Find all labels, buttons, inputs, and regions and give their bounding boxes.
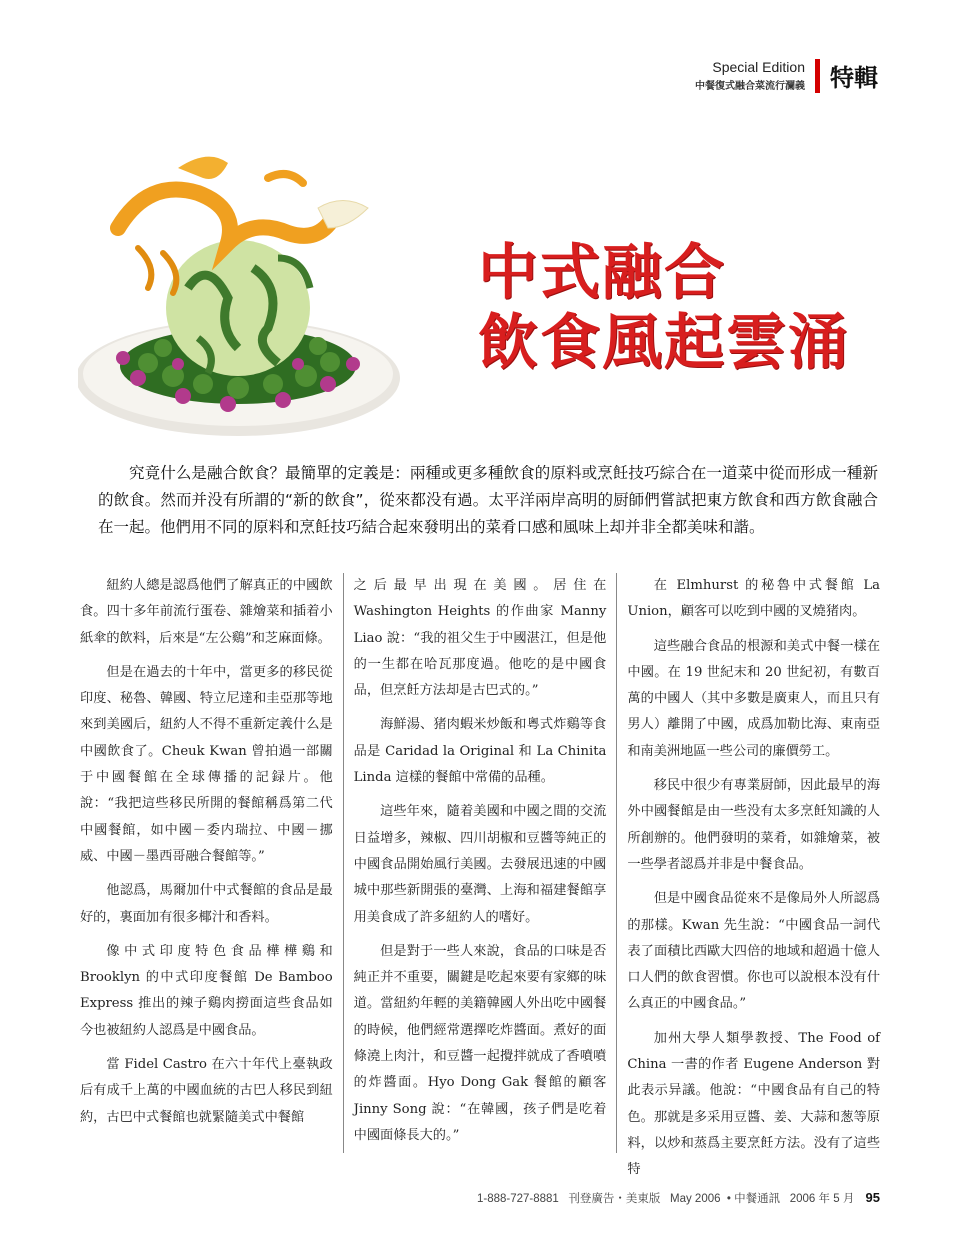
column-divider	[343, 573, 344, 1153]
edition-label: Special Edition	[712, 59, 805, 75]
header-text	[695, 59, 805, 92]
edition-subtitle: 中餐復式融合菜流行瀾義	[695, 81, 805, 92]
paragraph: 但是中國食品從來不是像局外人所認爲的那樣。Kwan 先生說：“中國食品一詞代表了面積比西歐大四倍的地域和超過十億人口人們的飲食習慣。你也可以說根本没有什么真正的中國食品。”	[627, 891, 881, 1012]
page-number: 95	[865, 1190, 880, 1205]
title-line-1: 中式融合	[478, 238, 726, 308]
column-3	[627, 573, 881, 1178]
page-footer: 1-888-727-8881 刊登廣告・美東版 May 2006 • 中餐通訊 2006 年 5 月 95	[476, 1190, 880, 1205]
column-2	[354, 573, 607, 1153]
footer-date-zh: 2006 年 5 月	[789, 1193, 855, 1205]
title-line-2: 飲食風起雲涌	[478, 308, 850, 378]
paragraph: 但是對于一些人來說，食品的口味是否純正并不重要，關鍵是吃起來要有家鄉的味道。當紐約年輕的美籍韓國人外出吃中國餐的時候，他們經常選擇吃炸醬面。煮好的面條澆上肉汁，和豆醬一起攪拌就成了香噴噴的炸醬面。Hyo Dong Gak 餐館的顧客 Jinny Song 說：“在韓國，孩子們是吃着中國面條長大的。”	[353, 943, 607, 1143]
header-divider	[815, 59, 820, 93]
paragraph: 移民中很少有專業厨師，因此最早的海外中國餐館是由一些没有太多烹飪知識的人所創辦的。他們發明的菜肴，如雜燴菜，被一些學者認爲并非是中餐食品。	[627, 778, 881, 872]
paragraph: 在 Elmhurst 的秘魯中式餐館 La Union，顧客可以吃到中國的叉燒猪肉。	[627, 578, 881, 620]
footer-ad-label: 刊登廣告・美東版	[568, 1193, 661, 1205]
paragraph: 但是在過去的十年中，當更多的移民從印度、秘魯、韓國、特立尼達和圭亞那等地來到美國后，紐約人不得不重新定義什么是中國飲食了。Cheuk Kwan 曾拍過一部關于中國餐館在全球傳播的記録片。他說：“我把這些移民所開的餐館稱爲第二代中國餐館，如中國－委内瑞拉、中國－挪威、中國－墨西哥融合餐館等。”	[80, 664, 333, 864]
paragraph: 這些融合食品的根源和美式中餐一樣在中國。在 19 世紀末和 20 世紀初，有數百萬的中國人（其中多數是廣東人，而且只有男人）離開了中國，成爲加勒比海、東南亞和南美洲地區一些公司的廉價勞工。	[627, 638, 881, 759]
paragraph: 之后最早出現在美國。居住在 Washington Heights 的作曲家 Manny Liao 說：“我的祖父生于中國湛江，但是他的一生都在哈瓦那度過。他吃的是中國食品，但烹飪方法却是古巴式的。”	[353, 578, 607, 699]
paragraph: 紐約人總是認爲他們了解真正的中國飲食。四十多年前流行蛋卷、雜燴菜和插着小紙傘的飲料，后來是“左公鷄”和芝麻面條。	[80, 578, 333, 646]
carved-dragon-platter-image	[78, 138, 408, 438]
footer-phone: 1-888-727-8881	[476, 1193, 559, 1205]
article-title	[478, 238, 898, 378]
article-body	[80, 573, 881, 1178]
paragraph: 當 Fidel Castro 在六十年代上臺執政后有成千上萬的中國血統的古巴人移民到紐約，古巴中式餐館也就緊隨美式中餐館	[80, 1057, 333, 1125]
paragraph: 這些年來，隨着美國和中國之間的交流日益增多，辣椒、四川胡椒和豆醬等純正的中國食品開始風行美國。去發展迅速的中國城中那些新開張的臺灣、上海和福建餐館享用美食成了許多紐約人的嗜好。	[353, 804, 607, 925]
section-tag: 特輯	[830, 64, 878, 92]
lead-paragraph: 究竟什么是融合飲食？最簡單的定義是：兩種或更多種飲食的原料或烹飪技巧綜合在一道菜中從而形成一種新的飲食。然而并没有所謂的“新的飲食”，從來都没有過。太平洋兩岸高明的厨師們嘗試把東方飲食和西方飲食融合在一起。他們用不同的原料和烹飪技巧結合起來發明出的菜肴口感和風味上却并非全都美味和諧。	[98, 464, 878, 536]
paragraph: 像中式印度特色食品樺樺鷄和 Brooklyn 的中式印度餐館 De Bamboo Express 推出的辣子鷄肉撈面這些食品如今也被紐約人認爲是中國食品。	[80, 943, 333, 1038]
column-1	[80, 573, 333, 1153]
paragraph: 海鮮湯、猪肉蝦米炒飯和粵式炸鷄等食品是 Caridad la Original 和 La Chinita Linda 這樣的餐館中常備的品種。	[353, 717, 607, 786]
column-divider	[616, 573, 617, 1153]
footer-date-en: May 2006	[670, 1193, 721, 1205]
paragraph: 他認爲，馬爾加什中式餐館的食品是最好的，裏面加有很多椰汁和香料。	[80, 883, 333, 925]
footer-publication: 中餐通訊	[734, 1193, 781, 1205]
paragraph: 加州大學人類學教授、The Food of China 一書的作者 Eugene Anderson 對此表示异議。他說：“中國食品有自己的特色。那就是多采用豆醬、姜、大蒜和葱等原料，以炒和蒸爲主要烹飪方法。没有了這些特	[627, 1030, 881, 1178]
page-header	[695, 58, 878, 93]
